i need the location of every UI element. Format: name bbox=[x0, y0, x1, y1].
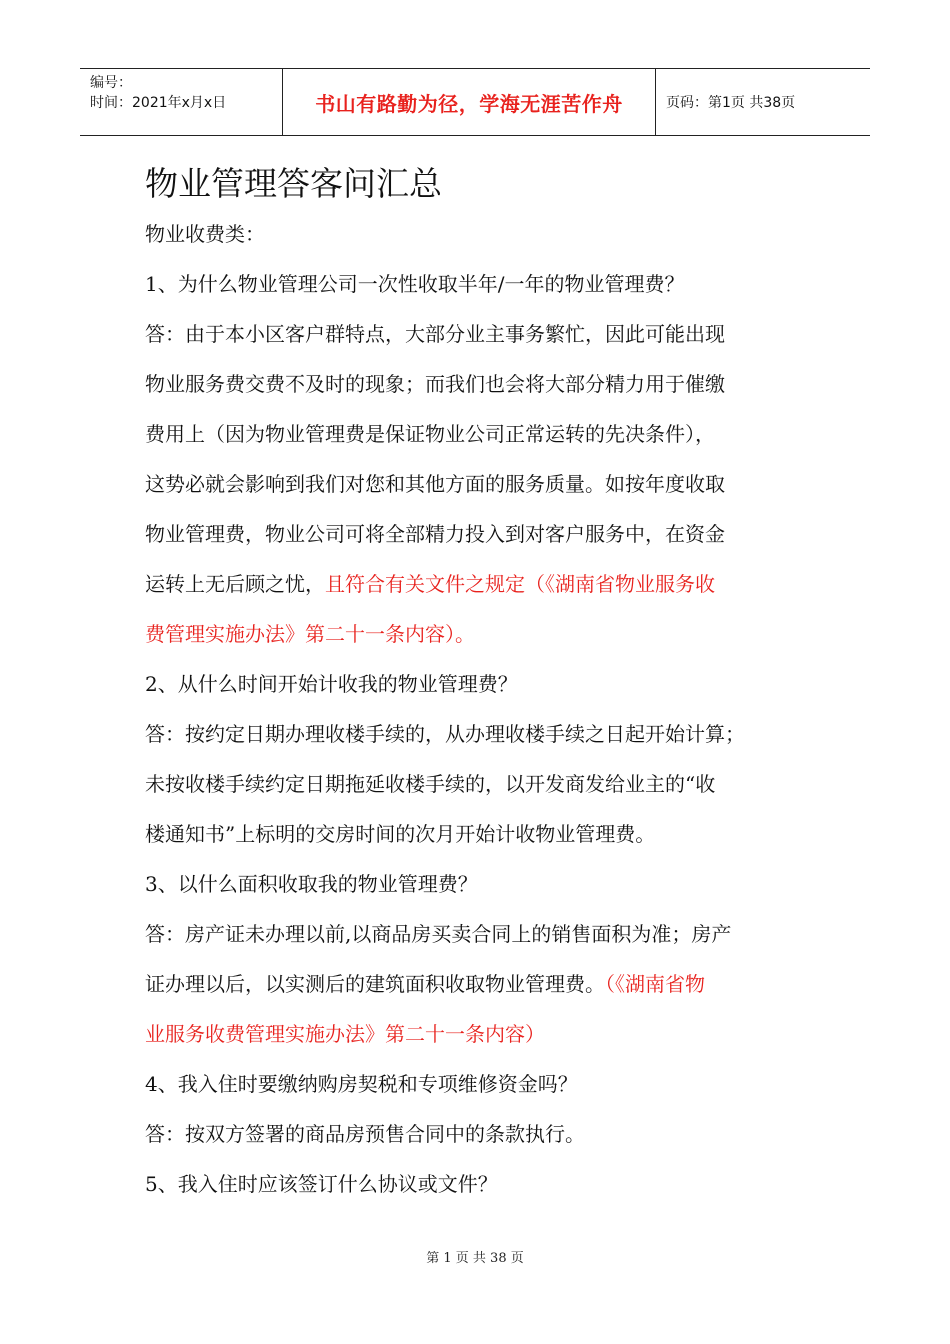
document-number-label: 编号： bbox=[90, 75, 132, 91]
text-line bbox=[145, 1120, 585, 1148]
text-line bbox=[145, 920, 731, 948]
text-segment: 答：房产证未办理以前,以商品房买卖合同上的销售面积为准；房产 bbox=[145, 922, 732, 946]
text-line bbox=[145, 970, 705, 998]
highlighted-citation: 业服务收费管理实施办法》第二十一条内容） bbox=[145, 1022, 545, 1046]
category-heading: 物业收费类： bbox=[145, 222, 265, 246]
text-line bbox=[145, 620, 475, 648]
text-line bbox=[145, 520, 725, 548]
text-segment: 答：按双方签署的商品房预售合同中的条款执行。 bbox=[145, 1122, 585, 1146]
header-motto: 书山有路勤为径，学海无涯苦作舟 bbox=[282, 69, 656, 135]
text-line bbox=[145, 270, 684, 298]
text-line bbox=[145, 370, 725, 398]
page-footer: 第 1 页 共 38 页 bbox=[426, 1251, 524, 1266]
text-segment: 费用上（因为物业管理费是保证物业公司正常运转的先决条件）， bbox=[145, 422, 715, 446]
highlighted-citation: 且符合有关文件之规定（《湖南省物业服务收 bbox=[325, 572, 715, 596]
header-meta bbox=[80, 69, 282, 135]
text-line bbox=[145, 720, 745, 748]
text-segment: 5、我入住时应该签订什么协议或文件？ bbox=[145, 1172, 498, 1196]
text-line bbox=[145, 770, 715, 798]
text-line bbox=[145, 420, 715, 448]
text-line bbox=[145, 870, 478, 898]
text-line bbox=[145, 1020, 545, 1048]
text-line bbox=[145, 820, 655, 848]
document-title: 物业管理答客问汇总 bbox=[145, 164, 442, 203]
text-segment: 4、我入住时要缴纳购房契税和专项维修资金吗？ bbox=[145, 1072, 578, 1096]
highlighted-citation: 费管理实施办法》第二十一条内容）。 bbox=[145, 622, 475, 646]
page-header bbox=[80, 68, 870, 136]
highlighted-citation: （《湖南省物 bbox=[605, 972, 705, 996]
header-page-info: 页码：第1页 共38页 bbox=[666, 95, 796, 111]
text-line bbox=[145, 470, 725, 498]
document-date-label: 时间：2021年x月x日 bbox=[90, 95, 227, 111]
text-segment: 物业管理费，物业公司可将全部精力投入到对客户服务中，在资金 bbox=[145, 522, 725, 546]
text-line bbox=[145, 320, 725, 348]
text-segment: 1、为什么物业管理公司一次性收取半年/一年的物业管理费？ bbox=[145, 272, 685, 296]
text-segment: 答：按约定日期办理收楼手续的，从办理收楼手续之日起开始计算； bbox=[145, 722, 745, 746]
text-segment: 证办理以后，以实测后的建筑面积收取物业管理费。 bbox=[145, 972, 605, 996]
text-line bbox=[145, 670, 518, 698]
text-segment: 运转上无后顾之忧， bbox=[145, 572, 325, 596]
text-segment: 物业服务费交费不及时的现象；而我们也会将大部分精力用于催缴 bbox=[145, 372, 725, 396]
text-segment: 答：由于本小区客户群特点，大部分业主事务繁忙，因此可能出现 bbox=[145, 322, 725, 346]
text-segment: 3、以什么面积收取我的物业管理费？ bbox=[145, 872, 478, 896]
text-line bbox=[145, 1070, 578, 1098]
text-segment: 2、从什么时间开始计收我的物业管理费？ bbox=[145, 672, 518, 696]
text-line bbox=[145, 570, 715, 598]
text-segment: 未按收楼手续约定日期拖延收楼手续的，以开发商发给业主的“收 bbox=[145, 772, 716, 796]
text-segment: 楼通知书”上标明的交房时间的次月开始计收物业管理费。 bbox=[145, 822, 656, 846]
text-segment: 这势必就会影响到我们对您和其他方面的服务质量。如按年度收取 bbox=[145, 472, 725, 496]
text-line bbox=[145, 1170, 498, 1198]
